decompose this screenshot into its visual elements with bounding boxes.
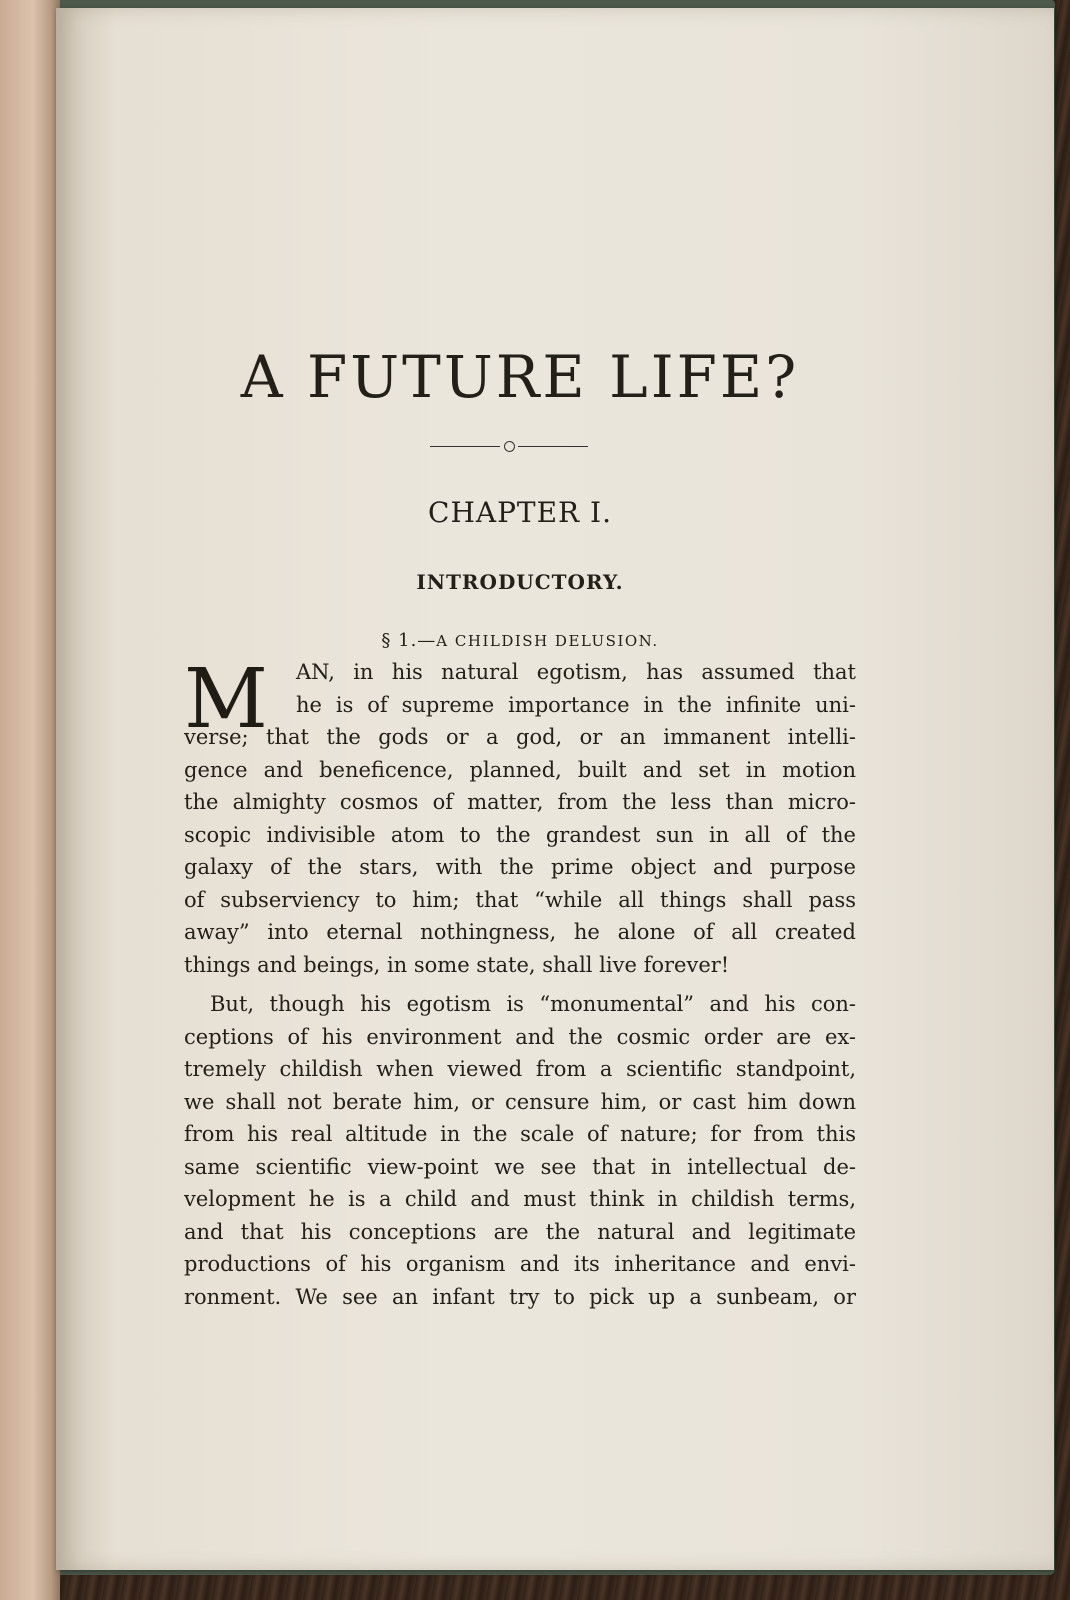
paragraph-line: tremely childish when viewed from a scientific standpoint, bbox=[184, 1057, 856, 1081]
paragraph-line: AN, in his natural egotism, has assumed that bbox=[296, 660, 856, 684]
paragraph-line: ronment. We see an infant try to pick up a sunbeam, or bbox=[184, 1284, 856, 1309]
paragraph-line: verse; that the gods or a god, or an immanent intelli- bbox=[184, 725, 856, 749]
paragraph-line: velopment he is a child and must think in childish terms, bbox=[184, 1187, 856, 1211]
book-page bbox=[56, 8, 1054, 1570]
left-page-edge bbox=[0, 0, 60, 1600]
paragraph-line: scopic indivisible atom to the grandest sun in all of the bbox=[184, 822, 856, 847]
rule-line-left bbox=[430, 446, 500, 447]
paragraph-line: of subserviency to him; that “while all things shall pass bbox=[184, 887, 856, 912]
ornamental-rule bbox=[430, 440, 590, 454]
paragraph-line: same scientific view-point we see that in intellectual de- bbox=[184, 1154, 856, 1179]
paragraph-line: things and beings, in some state, shall live forever! bbox=[184, 952, 730, 977]
rule-circle-ornament bbox=[504, 441, 515, 452]
rule-line-right bbox=[518, 446, 588, 447]
paragraph-line: from his real altitude in the scale of nature; for from this bbox=[184, 1122, 856, 1146]
chapter-heading: CHAPTER I. bbox=[428, 496, 612, 529]
paragraph-line: and that his conceptions are the natural and legitimate bbox=[184, 1219, 856, 1244]
paragraph-1 bbox=[184, 652, 856, 981]
paragraph-line: gence and beneficence, planned, built and set in motion bbox=[184, 757, 856, 782]
paragraph-line: ceptions of his environment and the cosmic order are ex- bbox=[184, 1024, 856, 1049]
paragraph-line: productions of his organism and its inheritance and envi- bbox=[184, 1252, 856, 1276]
paragraph-line: away” into eternal nothingness, he alone of all created bbox=[184, 920, 856, 944]
subsection-number: § 1.— bbox=[381, 630, 437, 651]
paragraph-line: But, though his egotism is “monumental” and his con- bbox=[210, 992, 856, 1016]
book-title: A FUTURE LIFE? bbox=[240, 343, 800, 411]
paragraph-line: we shall not berate him, or censure him, or cast him down bbox=[184, 1089, 856, 1114]
paragraph-2 bbox=[184, 988, 856, 1313]
paragraph-line: galaxy of the stars, with the prime object and purpose bbox=[184, 855, 856, 879]
drop-cap-letter: M bbox=[184, 652, 268, 747]
subsection-heading bbox=[184, 630, 856, 651]
paragraph-line: he is of supreme importance in the infinite uni- bbox=[296, 692, 856, 717]
paragraph-line: the almighty cosmos of matter, from the less than micro- bbox=[184, 790, 856, 814]
subsection-title: A CHILDISH DELUSION. bbox=[436, 632, 659, 650]
section-heading: INTRODUCTORY. bbox=[416, 570, 624, 594]
